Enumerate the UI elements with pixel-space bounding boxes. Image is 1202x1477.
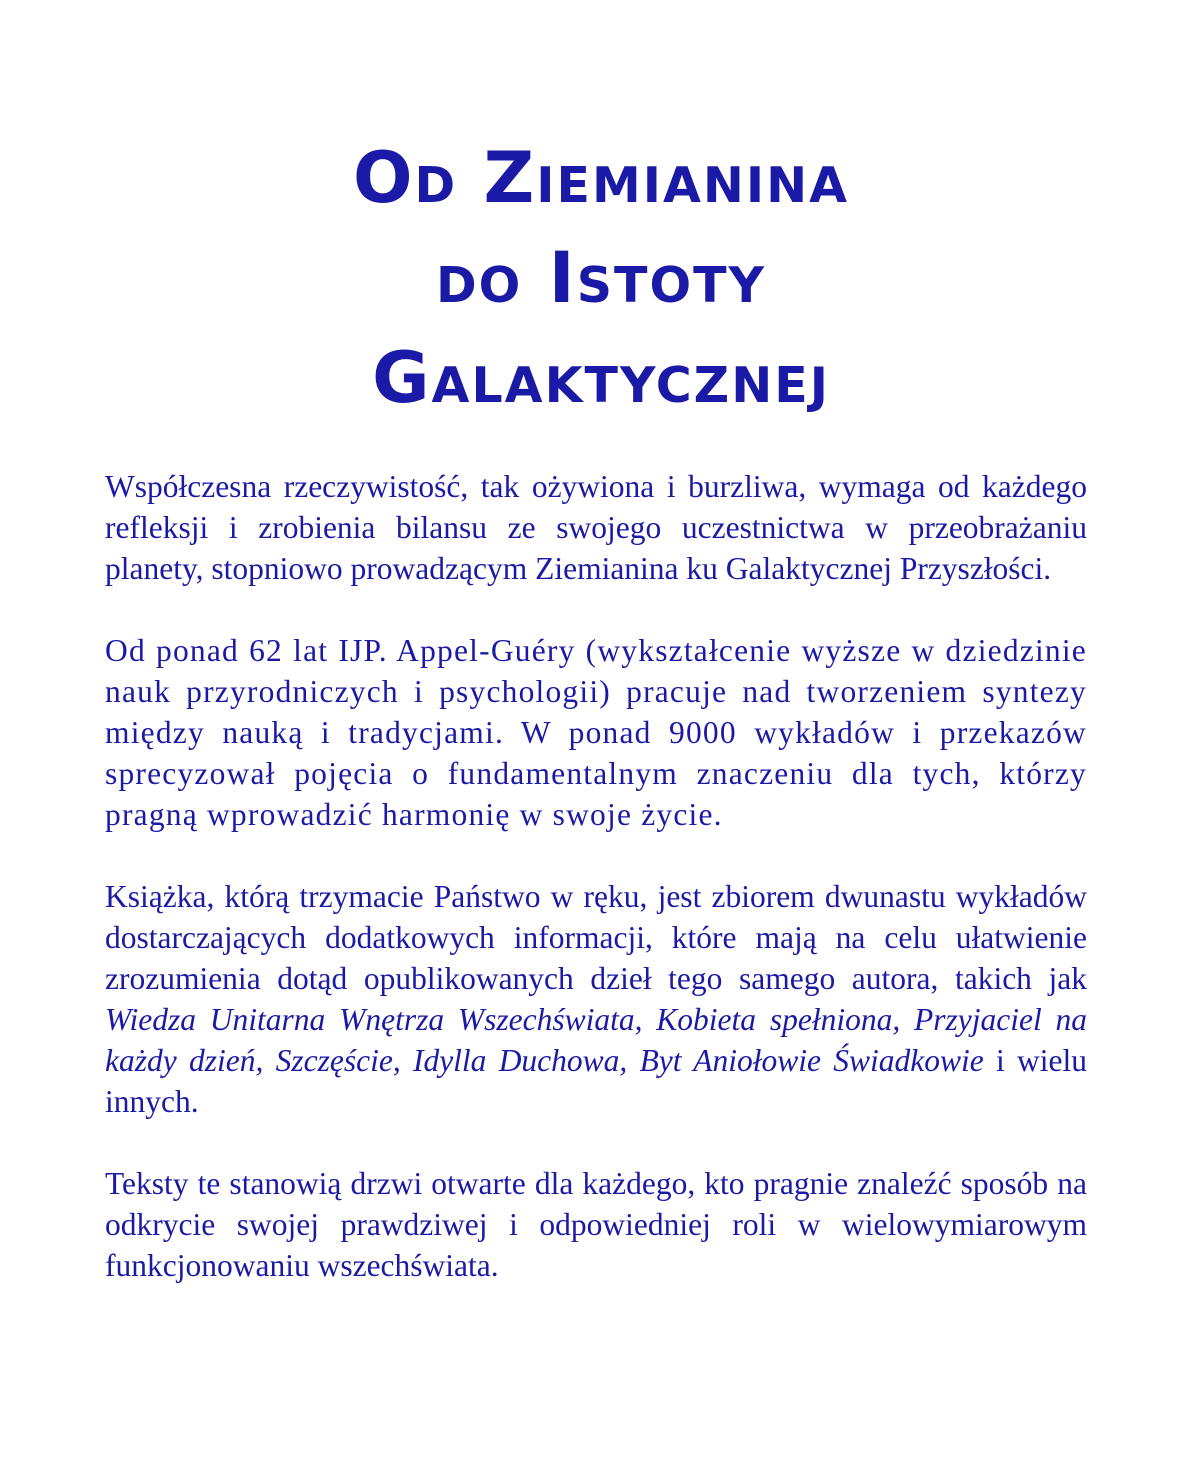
paragraph-book-intro: Książka, którą trzymacie Państwo w ręku, jest zbiorem dwunastu wykładów dostarczających dodatkowych informacji, które mają na celu ułatwienie zrozumienia dotąd opublikowanych dzieł tego samego autora, takich jak [105, 879, 1087, 996]
paragraph-closing: Teksty te stanowią drzwi otwarte dla każdego, kto pragnie znaleźć sposób na odkrycie swojej prawdziwej i odpowiedniej roli w wielowymiarowym funkcjonowaniu wszechświata. [105, 1166, 1087, 1283]
title-line-1: Od Ziemianina [352, 137, 850, 219]
paragraph-author: Od ponad 62 lat IJP. Appel-Guéry (wykształcenie wyższe w dziedzinie nauk przyrodniczych i psychologii) pracuje nad tworzeniem syntezy między nauką i tradycjami. W ponad 9000 wykładów i przekazów sprecyzował pojęcia o fundamentalnym znaczeniu dla tych, którzy pragną wprowadzić harmonię w swoje życie. [105, 633, 1087, 832]
paragraph-book-titles: Wiedza Unitarna Wnętrza Wszechświata, Kobieta spełniona, Przyjaciel na każdy dzień, Szczęście, Idylla Duchowa, Byt Aniołowie Świadkowie [105, 1002, 1087, 1078]
title-line-2: do Istoty [435, 237, 767, 319]
paragraph-book-outro: i wielu innych. [105, 1043, 1087, 1119]
description-text [105, 466, 1087, 1327]
title-line-3: Galaktycznej [372, 337, 830, 419]
book-title [0, 128, 1202, 428]
paragraph-book [105, 876, 1087, 1122]
paragraph-intro: Współczesna rzeczywistość, tak ożywiona i burzliwa, wymaga od każdego refleksji i zrobienia bilansu ze swojego uczestnictwa w przeobrażaniu planety, stopniowo prowadzącym Ziemianina ku Galaktycznej Przyszłości. [105, 469, 1087, 586]
